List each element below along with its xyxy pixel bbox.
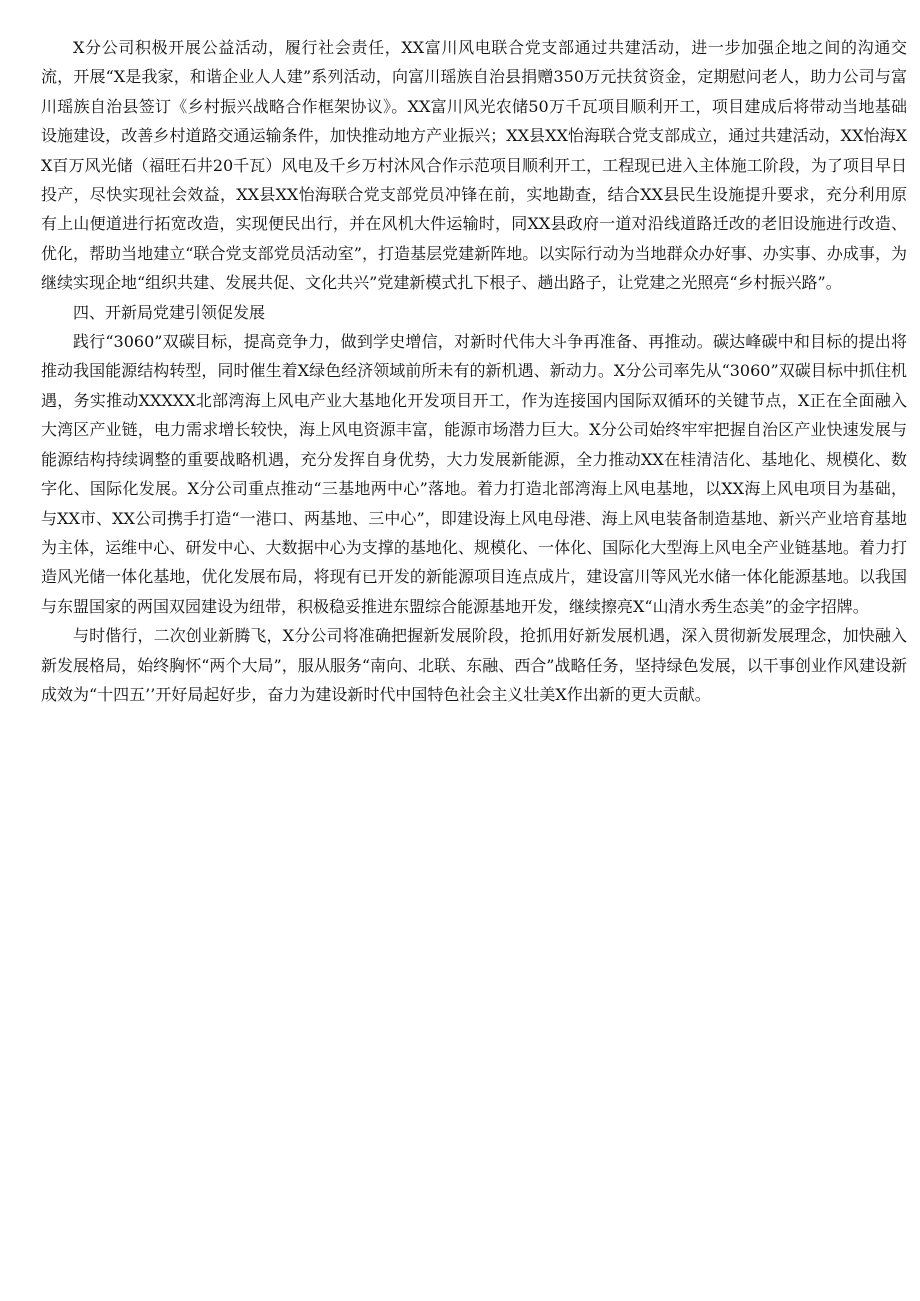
section-heading-four: 四、开新局党建引领促发展 (73, 302, 266, 322)
paragraph-public-welfare: X分公司积极开展公益活动，履行社会责任，XX富川风电联合党支部通过共建活动，进一步加强企地之间的沟通交流，开展“X是我家，和谐企业人人建”系列活动，向富川瑶族自治县捐赠350万元扶贫资金，定期慰问老人，助力公司与富川瑶族自治县签订《乡村振兴战略合作框架协议》。XX富川风光农储50万千瓦项目顺利开工，项目建成后将带动当地基础设施建设，改善乡村道路交通运输条件，加快推动地方产业振兴；XX县XX怡海联合党支部成立，通过共建活动，XX怡海XX百万风光储（福旺石井20千瓦）风电及千乡万村沐风合作示范项目顺利开工，工程现已进入主体施工阶段，为了项目早日投产，尽快实现社会效益，XX县XX怡海联合党支部党员冲锋在前，实地勘查，结合XX县民生设施提升要求，充分利用原有上山便道进行拓宽改造，实现便民出行，并在风机大件运输时，同XX县政府一道对沿线道路迁改的老旧设施进行改造、优化，帮助当地建立“联合党支部党员活动室”，打造基层党建新阵地。以实际行动为当地群众办好事、办实事、办成事，为继续实现企地“组织共建、发展共促、文化共兴”党建新模式扎下根子、趟出路子，让党建之光照亮“乡村振兴路”。 (41, 38, 907, 293)
document-page (41, 33, 907, 709)
paragraph-closing: 与时偕行，二次创业新腾飞，X分公司将准确把握新发展阶段，抢抓用好新发展机遇，深入贯彻新发展理念，加快融入新发展格局，始终胸怀“两个大局”，服从服务“南向、北联、东融、西合”战略任务，坚持绿色发展，以干事创业作风建设新成效为“十四五’’开好局起好步，奋力为建设新时代中国特色社会主义壮美X作出新的更大贡献。 (41, 626, 907, 704)
paragraph-dual-carbon: 践行“3060”双碳目标，提高竞争力，做到学史增信，对新时代伟大斗争再准备、再推动。碳达峰碳中和目标的提出将推动我国能源结构转型，同时催生着X绿色经济领域前所未有的新机遇、新动力。X分公司率先从“3060”双碳目标中抓住机遇，务实推动XXXXX北部湾海上风电产业大基地化开发项目开工，作为连接国内国际双循环的关键节点，X正在全面融入大湾区产业链，电力需求增长较快，海上风电资源丰富，能源市场潜力巨大。X分公司始终牢牢把握自治区产业快速发展与能源结构持续调整的重要战略机遇，充分发挥自身优势，大力发展新能源，全力推动XX在桂清洁化、基地化、规模化、数字化、国际化发展。X分公司重点推动“三基地两中心”落地。着力打造北部湾海上风电基地，以XX海上风电项目为基础，与XX市、XX公司携手打造“一港口、两基地、三中心”，即建设海上风电母港、海上风电装备制造基地、新兴产业培育基地为主体，运维中心、研发中心、大数据中心为支撑的基地化、规模化、一体化、国际化大型海上风电全产业链基地。着力打造风光储一体化基地，优化发展布局，将现有已开发的新能源项目连点成片，建设富川等风光水储一体化能源基地。以我国与东盟国家的两国双园建设为纽带，积极稳妥推进东盟综合能源基地开发，继续擦亮X“山清水秀生态美”的金字招牌。 (41, 332, 907, 616)
